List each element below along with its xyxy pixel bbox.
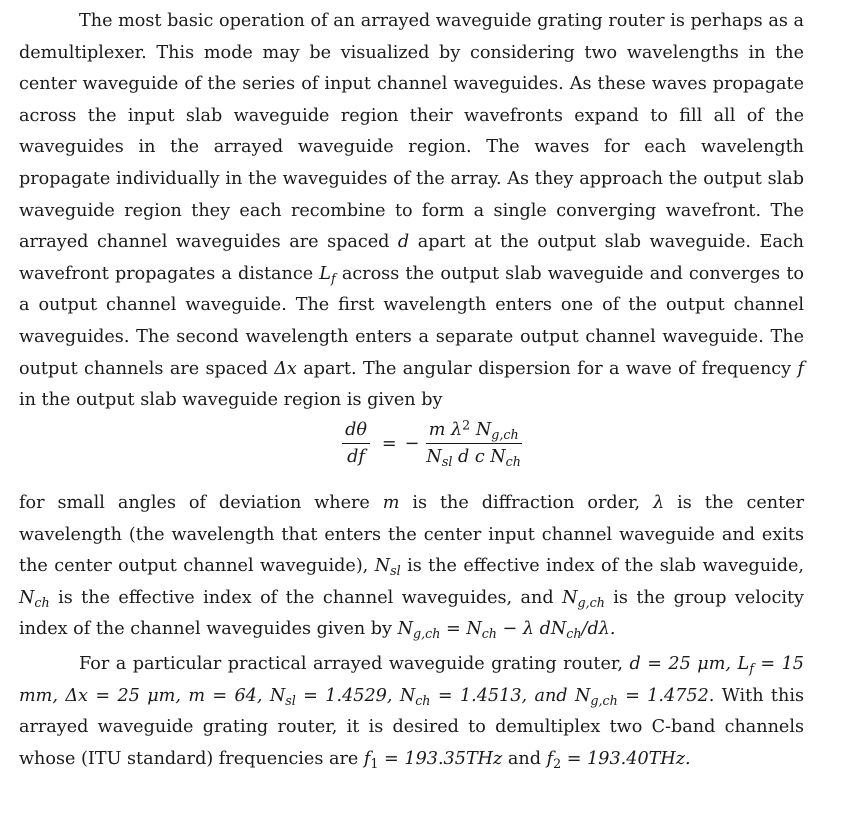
var-L: L [319, 263, 331, 284]
lhs-fraction: $\frac{d\theta}{df}$ [342, 420, 370, 467]
paragraph-demultiplexer-description: The most basic operation of an arrayed waveguide grating router is perhaps as a demultiplexer. This mode may be visualized by considering two wavelengths in the center waveguide of the series of input channel waveguides. As these waves propagate across the input slab waveguide region their wavefronts expand to fill all of the waveguides in the arrayed waveguide region. The waves for each wavelength propagate individually in the waveguides of the array. As they approach the output slab waveguide region they each recombine to form a single converging wavefront. The arrayed channel waveguides are spaced d apart at the output slab waveguide. Each wavefront propagates a distance $L_f$ across the output slab waveguide and converges to a output channel waveguide. The first wavelength enters one of the output channel waveguides. The second wavelength enters a separate output channel waveguide. The output channels are spaced Δx apart. The angular dispersion for a wave of frequency f in the output slab waveguide region is given by [19, 11, 804, 411]
paragraph-variable-definitions: for small angles of deviation where m is the diffraction order, λ is the center wavelength (the wavelength that enters the center input channel waveguide and exits the center output channel waveguide), $N_{sl}$ is the effective index of the slab waveguide, $N_{ch}$ is the effective index of the channel waveguides, and $N_{g,ch}$ is the group velocity index of the channel waveguides given by $N_{g,ch} = N_{ch} - \lambda$ $dN_{ch}/d\lambda$. [19, 493, 804, 642]
delta-x: Δx [274, 358, 297, 379]
rhs-fraction: $\frac{m \lambda^2 N_{g,ch}}{N_{sl} d c N_{ch}}$ [426, 417, 521, 469]
paragraph-practical-parameters: For a particular practical arrayed waveguide grating router, d = 25 μm, $L_f = 15$ mm, Δx = 25 μm, m = 64, $N_{sl} = 1.4529$, $N_{ch} = 1.4513$, and $N_{g,ch} = 1.4752$. With this arrayed waveguide grating router, it is desired to demultiplex two C-band channels whose (ITU standard) frequencies are $f_1 = 193.35THz$ and $f_2 = 193.40THz$. [19, 654, 804, 771]
minus-sign: − [404, 433, 420, 454]
equals-sign: = [381, 433, 397, 454]
group-index-formula: $N_{g,ch} = N_{ch} - \lambda$ $dN_{ch}/d\lambda$. [397, 619, 616, 642]
var-f: f [797, 358, 804, 379]
angular-dispersion-equation [0, 417, 866, 469]
var-d: d [397, 232, 410, 253]
